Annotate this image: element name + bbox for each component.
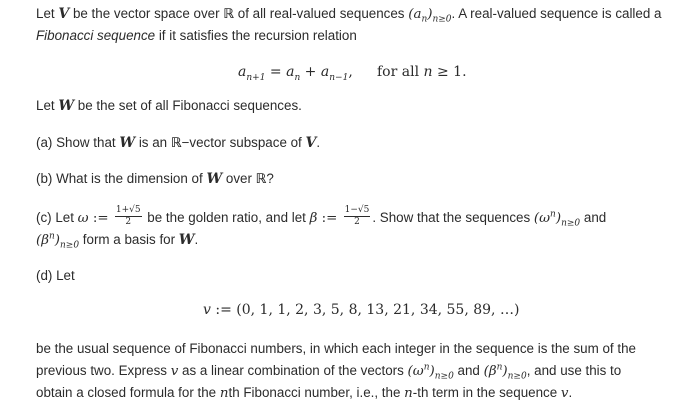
closing-line-2: previous two. Express v as a linear combination of the vectors $(\omega^n)_{n\ge 0}$ and $(\beta^n)_{n\ge 0}$, and use this to: [36, 362, 622, 382]
closing-line-3: obtain a closed formula for the nth Fibonacci number, i.e., the n-th term in the sequence v.: [36, 385, 573, 401]
symbol-W: W: [178, 232, 195, 248]
part-a: (a) Show that W is an ℝ−vector subspace of V.: [36, 135, 321, 151]
beta-sequence: $(\beta^n)_{n\ge 0}$: [483, 362, 527, 382]
part-c-line-2: $(\beta^n)_{n\ge 0}$ form a basis for W.: [36, 231, 199, 251]
part-d-label: (d) Let: [36, 268, 75, 283]
recursion-condition: for all n ≥ 1.: [377, 64, 467, 80]
intro-text: be the vector space over: [69, 6, 224, 21]
intro-text: Let: [36, 6, 59, 21]
symbol-W: W: [206, 171, 223, 187]
symbol-omega: ω: [77, 211, 89, 227]
w-definition: Let W be the set of all Fibonacci sequences.: [36, 98, 302, 114]
omega-sequence: $(\omega^n)_{n\ge 0}$: [533, 209, 581, 229]
symbol-V: V: [58, 6, 70, 22]
intro-line-2: [36, 27, 357, 45]
sequence-notation: $(a_n)_{n\ge 0}$: [408, 7, 452, 25]
part-b: (b) What is the dimension of W over ℝ?: [36, 171, 274, 187]
symbol-beta: β: [309, 211, 318, 227]
intro-line-1: [36, 5, 661, 24]
symbol-W: W: [58, 98, 75, 114]
part-c-line-1: (c) Let ω := $\frac{1+√5}{2}$ be the golden ratio, and let β := $\frac{1-√5}{2}$ . Show that the sequences $(\omega^n)_{n\ge 0}$ and: [36, 205, 607, 229]
beta-fraction: $\frac{1-√5}{2}$: [344, 205, 370, 227]
closing-line-1: be the usual sequence of Fibonacci numbers, in which each integer in the sequence is the sum of the: [36, 341, 636, 356]
symbol-V: V: [305, 135, 317, 151]
omega-sequence: $(\omega^n)_{n\ge 0}$: [407, 362, 454, 382]
symbol-W: W: [119, 135, 136, 151]
golden-ratio-fraction: $\frac{1+√5}{2}$: [115, 205, 141, 227]
intro-text: . A real-valued sequence is called a: [451, 6, 662, 21]
symbol-reals: ℝ: [223, 7, 235, 22]
symbol-v: v: [170, 364, 179, 379]
symbol-reals: ℝ: [255, 172, 267, 187]
symbol-reals: ℝ: [170, 136, 182, 151]
fibonacci-sequence-definition: v := (0, 1, 1, 2, 3, 5, 8, 13, 21, 34, 55, 89, …): [203, 302, 520, 318]
intro-text: of all real-valued sequences: [234, 6, 409, 21]
intro-text: if it satisfies the recursion relation: [155, 28, 357, 43]
beta-sequence: $(\beta^n)_{n\ge 0}$: [36, 231, 80, 251]
recursion-formula: $a_{n+1} = a_n + a_{n-1}$,: [238, 64, 353, 83]
fibonacci-term: Fibonacci sequence: [36, 28, 156, 43]
